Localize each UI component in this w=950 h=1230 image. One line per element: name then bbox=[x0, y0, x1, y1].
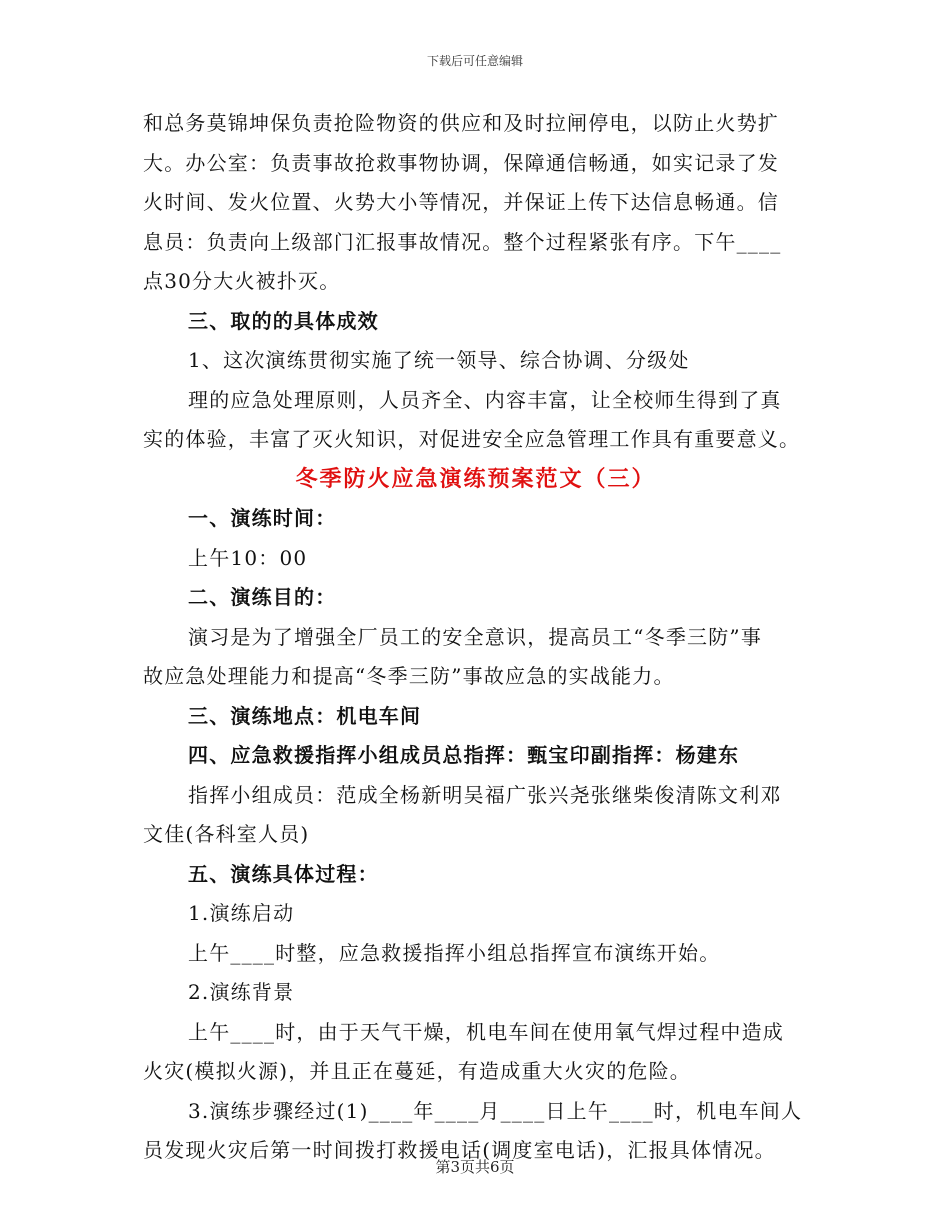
section-heading: 三、演练地点：机电车间 bbox=[188, 703, 422, 728]
section-heading: 二、演练目的： bbox=[188, 585, 337, 609]
section-heading: 三、取的的具体成效 bbox=[188, 308, 379, 333]
paragraph-line: 1.演练启动 bbox=[188, 901, 295, 925]
page-header: 下载后可任意编辑 bbox=[426, 54, 523, 68]
paragraph-line: 点30分大火被扑灭。 bbox=[143, 269, 341, 293]
document-title: 冬季防火应急演练预案范文（三） bbox=[295, 465, 656, 492]
paragraph-line: 理的应急处理原则，人员齐全、内容丰富，让全校师生得到了真 bbox=[188, 387, 782, 412]
section-heading: 五、演练具体过程： bbox=[188, 861, 379, 886]
paragraph-line: 和总务莫锦坤保负责抢险物资的供应和及时拉闸停电，以防止火势扩 bbox=[143, 111, 779, 135]
paragraph-line: 息员：负责向上级部门汇报事故情况。整个过程紧张有序。下午____ bbox=[143, 229, 782, 254]
section-heading: 一、演练时间： bbox=[188, 506, 337, 530]
paragraph-line: 1、这次演练贯彻实施了统一领导、综合协调、分级处 bbox=[188, 348, 690, 372]
paragraph-line: 火灾(模拟火源)，并且正在蔓延，有造成重大火灾的危险。 bbox=[143, 1059, 692, 1083]
paragraph-line: 上午10：00 bbox=[188, 545, 308, 570]
paragraph-line: 员发现火灾后第一时间拨打救援电话(调度室电话)，汇报具体情况。 bbox=[143, 1138, 776, 1162]
paragraph-line: 上午____时整，应急救援指挥小组总指挥宣布演练开始。 bbox=[188, 940, 721, 965]
paragraph-line: 演习是为了增强全厂员工的安全意识，提高员工“冬季三防”事 bbox=[188, 624, 763, 649]
paragraph-line: 2.演练背景 bbox=[188, 980, 295, 1004]
paragraph-line: 大。办公室：负责事故抢救事物协调，保障通信畅通，如实记录了发 bbox=[143, 150, 779, 175]
paragraph-line: 文佳(各科室人员) bbox=[143, 822, 310, 846]
paragraph-line: 实的体验，丰富了灭火知识，对促进安全应急管理工作具有重要意义。 bbox=[143, 427, 801, 451]
paragraph-line: 上午____时，由于天气干燥，机电车间在使用氧气焊过程中造成 bbox=[188, 1019, 784, 1044]
paragraph-line: 3.演练步骤经过(1)____年____月____日上午____时，机电车间人 bbox=[188, 1098, 803, 1123]
paragraph-line: 故应急处理能力和提高“冬季三防”事故应急的实战能力。 bbox=[143, 664, 675, 688]
paragraph-line: 指挥小组成员：范成全杨新明吴福广张兴尧张继柴俊清陈文利邓 bbox=[188, 782, 782, 807]
page-number: 第3页共6页 bbox=[435, 1158, 515, 1176]
section-heading: 四、应急救援指挥小组成员总指挥：甄宝印副指挥：杨建东 bbox=[188, 743, 740, 767]
paragraph-line: 火时间、发火位置、火势大小等情况，并保证上传下达信息畅通。信 bbox=[143, 190, 779, 214]
document-body bbox=[143, 104, 808, 1171]
